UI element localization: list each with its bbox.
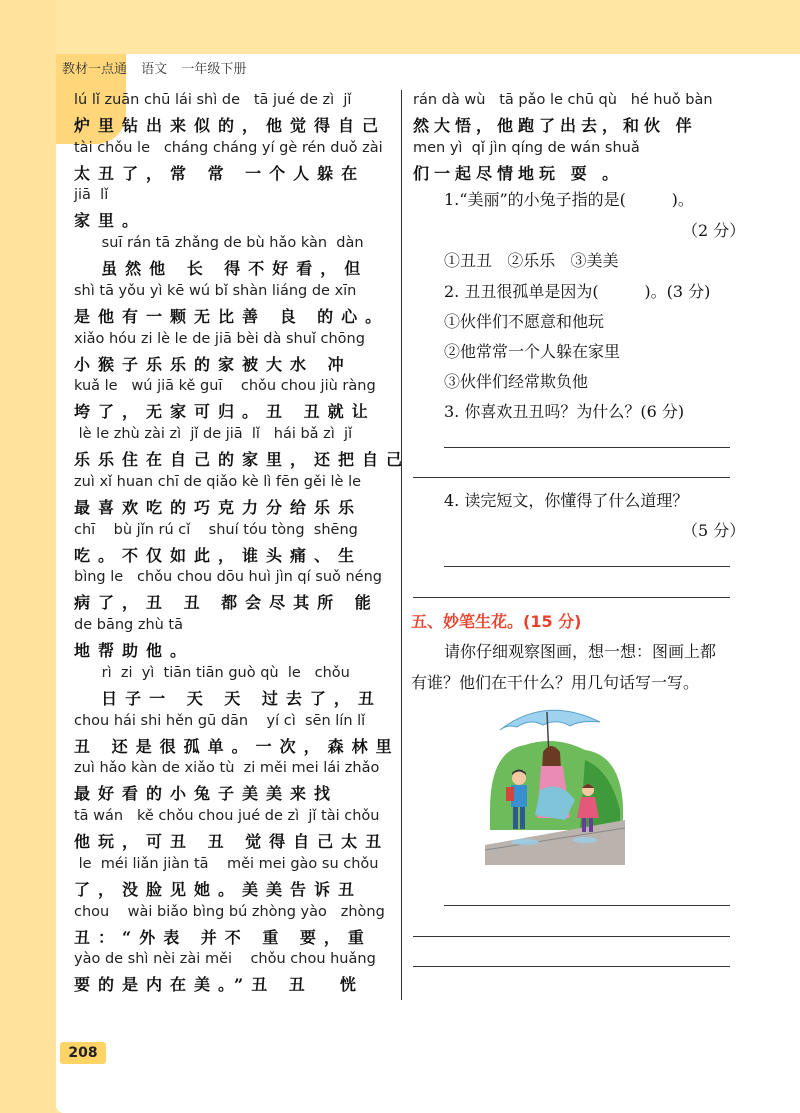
hanzi-line: 要的是内在美。”丑 丑 恍: [74, 975, 364, 994]
hanzi-line: 最喜欢吃的巧克力分给乐乐: [74, 498, 363, 517]
hanzi-line: 最好看的小兔子美美来找: [74, 784, 339, 803]
hanzi-line: 小猴子乐乐的家被大水 冲: [74, 355, 352, 374]
hanzi-line: 家里。: [74, 211, 147, 230]
answer-line[interactable]: [413, 477, 730, 478]
pinyin-line: bìng le chǒu chou dōu huì jìn qí suǒ néng: [74, 569, 382, 585]
question-4-points: （5 分）: [682, 521, 746, 540]
page-number: 208: [60, 1042, 106, 1064]
question-2: 2. 丑丑很孤单是因为( )。(3 分): [444, 282, 711, 301]
writing-line[interactable]: [413, 966, 730, 967]
pinyin-line: yào de shì nèi zài měi chǒu chou huǎng: [74, 951, 376, 967]
header-book: 教材一点通: [62, 62, 128, 77]
question-2-option-1: ①伙伴们不愿意和他玩: [444, 312, 605, 331]
hanzi-line: 然大悟，他跑了出去，和伙 伴: [413, 116, 697, 135]
question-4: 4. 读完短文，你懂得了什么道理？: [444, 491, 689, 510]
page-header: [62, 58, 256, 77]
pinyin-line: jiā lǐ: [74, 187, 109, 203]
pinyin-line: zuì xǐ huan chī de qiǎo kè lì fēn gěi lè le: [74, 474, 362, 490]
hanzi-line: 丑：“外表 并不 重 要，重: [74, 928, 372, 947]
pinyin-line: suī rán tā zhǎng de bù hǎo kàn dàn: [74, 235, 364, 251]
question-1: 1.“美丽”的小兔子指的是( )。: [444, 190, 694, 209]
pinyin-line: chou hái shi hěn gū dān yí cì sēn lín lǐ: [74, 713, 366, 729]
pinyin-line: de bāng zhù tā: [74, 617, 183, 633]
pinyin-line: rì zi yì tiān tiān guò qù le chǒu: [74, 665, 350, 681]
page-edge-stripe: [0, 0, 56, 1113]
pinyin-line: lè le zhù zài zì jǐ de jiā lǐ hái bǎ zì jǐ: [74, 426, 353, 442]
question-2-option-2: ②他常常一个人躲在家里: [444, 342, 621, 361]
section-5-instruction: 请你仔细观察图画，想一想：图画上都: [444, 642, 717, 661]
hanzi-line: 日子一 天 天 过去了，丑: [74, 689, 382, 708]
hanzi-line: 病了，丑 丑 都会尽其所 能: [74, 593, 379, 612]
header-subject: 语文: [141, 62, 168, 77]
hanzi-line: 吃。不仅如此，谁头痛、生: [74, 546, 363, 565]
pinyin-line: kuǎ le wú jiā kě guī chǒu chou jiù ràng: [74, 378, 376, 394]
pinyin-line: lú lǐ zuān chū lái shì de tā jué de zì jǐ: [74, 92, 352, 108]
pinyin-line: shì tā yǒu yì kē wú bǐ shàn liáng de xīn: [74, 283, 357, 299]
umbrella-children-illustration: [485, 700, 625, 865]
pinyin-line: le méi liǎn jiàn tā měi mei gào su chǒu: [74, 856, 379, 872]
writing-line[interactable]: [413, 936, 730, 937]
answer-line[interactable]: [444, 566, 730, 567]
hanzi-line: 他玩，可丑 丑 觉得自己太丑: [74, 832, 390, 851]
pinyin-line: chī bù jǐn rú cǐ shuí tóu tòng shēng: [74, 522, 358, 538]
hanzi-line: 太丑了，常 常 一个人躲在: [74, 164, 366, 183]
section-5-title: 五、妙笔生花。(15 分): [411, 612, 582, 631]
question-2-option-3: ③伙伴们经常欺负他: [444, 372, 589, 391]
pinyin-line: rán dà wù tā pǎo le chū qù hé huǒ bàn: [413, 92, 713, 108]
hanzi-line: 乐乐住在自己的家里，还把自己: [74, 450, 411, 469]
hanzi-line: 虽然他 长 得不好看，但: [74, 259, 369, 278]
question-1-options: ①丑丑 ②乐乐 ③美美: [444, 251, 619, 270]
answer-line[interactable]: [413, 597, 730, 598]
column-divider: [401, 90, 402, 1000]
pinyin-line: tā wán kě chǒu chou jué de zì jǐ tài chǒu: [74, 808, 380, 824]
hanzi-line: 垮了，无家可归。丑 丑就让: [74, 402, 376, 421]
header-grade: 一年级下册: [181, 62, 247, 77]
pinyin-line: tài chǒu le cháng cháng yí gè rén duǒ zài: [74, 140, 383, 156]
question-1-points: （2 分）: [682, 221, 746, 240]
hanzi-line: 丑 还是很孤单。一次，森林里: [74, 737, 400, 756]
hanzi-line: 炉里钻出来似的，他觉得自己: [74, 116, 387, 135]
hanzi-line: 地帮助他。: [74, 641, 195, 660]
writing-line[interactable]: [444, 905, 730, 906]
hanzi-line: 们一起尽情地玩 耍 。: [413, 164, 624, 183]
pinyin-line: xiǎo hóu zi lè le de jiā bèi dà shuǐ chōng: [74, 331, 365, 347]
hanzi-line: 了，没脸见她。美美告诉丑: [74, 880, 363, 899]
pinyin-line: men yì qǐ jìn qíng de wán shuǎ: [413, 140, 640, 156]
hanzi-line: 是他有一颗无比善 良 的心。: [74, 307, 390, 326]
pinyin-line: zuì hǎo kàn de xiǎo tù zi měi mei lái zhǎo: [74, 760, 380, 776]
section-5-instruction: 有谁？他们在干什么？用几句话写一写。: [411, 673, 700, 692]
pinyin-line: chou wài biǎo bìng bú zhòng yào zhòng: [74, 904, 385, 920]
answer-line[interactable]: [444, 447, 730, 448]
question-3: 3. 你喜欢丑丑吗？为什么？(6 分): [444, 402, 685, 421]
